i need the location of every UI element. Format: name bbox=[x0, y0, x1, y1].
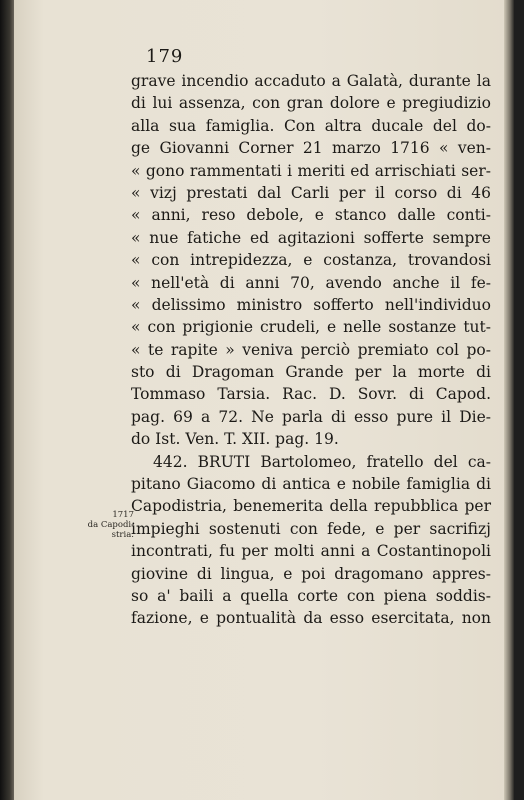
text-line: « con intrepidezza, e costanza, trovandosi bbox=[131, 251, 491, 270]
text-line: alla sua famiglia. Con altra ducale del do- bbox=[131, 116, 491, 135]
text-line: Capodistria, benemerita della repubblica per bbox=[131, 497, 491, 516]
margin-note-place-line2: stria. bbox=[111, 530, 134, 540]
text-line: « nell'età di anni 70, avendo anche il fe- bbox=[131, 273, 491, 292]
margin-note-year: 1717 bbox=[112, 510, 134, 520]
text-line: Tommaso Tarsia. Rac. D. Sovr. di Capod. bbox=[131, 385, 491, 404]
text-line: « con prigionie crudeli, e nelle sostanze tut- bbox=[131, 318, 491, 337]
text-line: « anni, reso debole, e stanco dalle conti- bbox=[131, 206, 491, 225]
book-page bbox=[14, 0, 514, 800]
text-line: « vizj prestati dal Carli per il corso di 46 bbox=[131, 183, 491, 202]
text-line: giovine di lingua, e poi dragomano appres- bbox=[131, 564, 491, 583]
text-line: do Ist. Ven. T. XII. pag. 19. bbox=[131, 430, 339, 449]
text-line: impieghi sostenuti con fede, e per sacrifizj bbox=[131, 519, 491, 538]
text-line: incontrati, fu per molti anni a Costantinopoli bbox=[131, 542, 491, 561]
body-text bbox=[131, 70, 491, 630]
text-line: « te rapite » veniva perciò premiato col po- bbox=[131, 340, 491, 359]
text-line: grave incendio accaduto a Galatà, durante la bbox=[131, 72, 491, 90]
entry-heading-line: 442. BRUTI Bartolomeo, fratello del ca- bbox=[153, 452, 491, 471]
text-line: so a' baili a quella corte con piena soddis- bbox=[131, 586, 491, 605]
page-number: 179 bbox=[146, 46, 184, 67]
text-line: « nue fatiche ed agitazioni sofferte sempre bbox=[131, 228, 491, 247]
text-line: « gono rammentati i meriti ed arrischiati ser- bbox=[131, 161, 491, 180]
text-line: fazione, e pontualità da esso esercitata, non bbox=[131, 609, 491, 628]
margin-note bbox=[74, 510, 134, 540]
page-right-edge bbox=[504, 0, 514, 800]
text-line: ge Giovanni Corner 21 marzo 1716 « ven- bbox=[131, 139, 491, 158]
text-line: « delissimo ministro sofferto nell'individuo bbox=[131, 295, 491, 314]
margin-note-place-line1: da Capodi- bbox=[87, 520, 134, 530]
text-line: pitano Giacomo di antica e nobile famiglia di bbox=[131, 475, 491, 494]
scan-left-edge bbox=[0, 0, 14, 800]
text-line: pag. 69 a 72. Ne parla di esso pure il Die- bbox=[131, 407, 491, 426]
text-line: di lui assenza, con gran dolore e pregiudizio bbox=[131, 94, 491, 113]
text-line: sto di Dragoman Grande per la morte di bbox=[131, 363, 491, 382]
